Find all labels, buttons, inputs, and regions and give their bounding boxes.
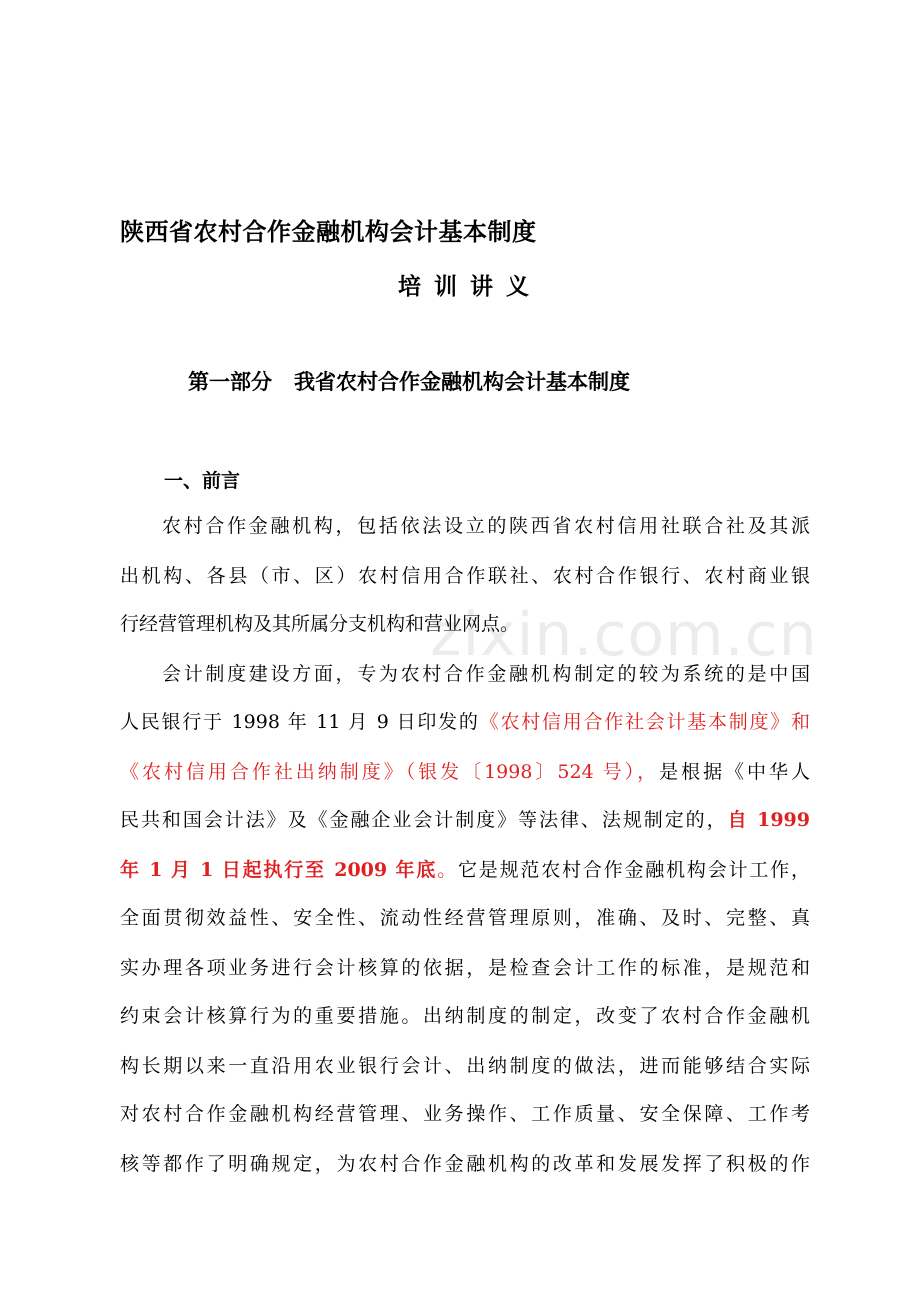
paragraph2-line bbox=[120, 858, 810, 882]
paragraph2-text: 民共和国会计法》及《金融企业会计制度》等法律、法规制定的， bbox=[120, 809, 728, 831]
paragraph1-line: 行经营管理机构及其所属分支机构和营业网点。 bbox=[120, 613, 520, 635]
watermark: zixin.com.cn bbox=[430, 600, 818, 670]
section-heading: 一、前言 bbox=[164, 470, 241, 492]
highlight-text: 自 1999 bbox=[727, 809, 810, 831]
paragraph2-line: 实办理各项业务进行会计核算的依据，是检查会计工作的标准，是规范和 bbox=[120, 957, 810, 979]
highlight-text: 《农村信用合作社出纳制度》（银发〔1998〕524 号）， bbox=[120, 761, 660, 783]
paragraph2-line: 对农村合作金融机构经营管理、业务操作、工作质量、安全保障、工作考 bbox=[120, 1103, 810, 1125]
paragraph2-text: 它是规范农村合作金融机构会计工作， bbox=[458, 859, 810, 881]
paragraph1-line: 农村合作金融机构，包括依法设立的陕西省农村信用社联合社及其派 bbox=[162, 515, 810, 537]
paragraph2-line bbox=[120, 710, 810, 734]
document-subtitle: 培训讲义 bbox=[398, 274, 542, 300]
paragraph2-line: 会计制度建设方面，专为农村合作金融机构制定的较为系统的是中国 bbox=[162, 663, 810, 685]
paragraph1-line: 出机构、各县（市、区）农村信用合作联社、农村合作银行、农村商业银 bbox=[120, 565, 810, 587]
document-title: 陕西省农村合作金融机构会计基本制度 bbox=[120, 218, 537, 246]
highlight-text: 年 1 月 1 日起执行至 2009 年底 bbox=[120, 859, 438, 881]
part-number: 第一部分 bbox=[188, 370, 272, 394]
highlight-text: 。 bbox=[437, 859, 458, 881]
highlight-text: 《农村信用合作社会计基本制度》和 bbox=[479, 711, 810, 733]
paragraph2-line: 构长期以来一直沿用农业银行会计、出纳制度的做法，进而能够结合实际 bbox=[120, 1055, 810, 1077]
paragraph2-line bbox=[120, 760, 810, 784]
paragraph2-line: 核等都作了明确规定，为农村合作金融机构的改革和发展发挥了积极的作 bbox=[120, 1153, 810, 1175]
paragraph2-text: 是根据《中华人 bbox=[659, 761, 810, 783]
paragraph2-line: 约束会计核算行为的重要措施。出纳制度的制定，改变了农村合作金融机 bbox=[120, 1005, 810, 1027]
paragraph2-line: 全面贯彻效益性、安全性、流动性经营管理原则，准确、及时、完整、真 bbox=[120, 907, 810, 929]
part-heading bbox=[188, 366, 630, 396]
part-title: 我省农村合作金融机构会计基本制度 bbox=[294, 370, 630, 394]
paragraph2-line bbox=[120, 808, 810, 832]
paragraph2-text: 人民银行于 1998 年 11 月 9 日印发的 bbox=[120, 711, 480, 733]
